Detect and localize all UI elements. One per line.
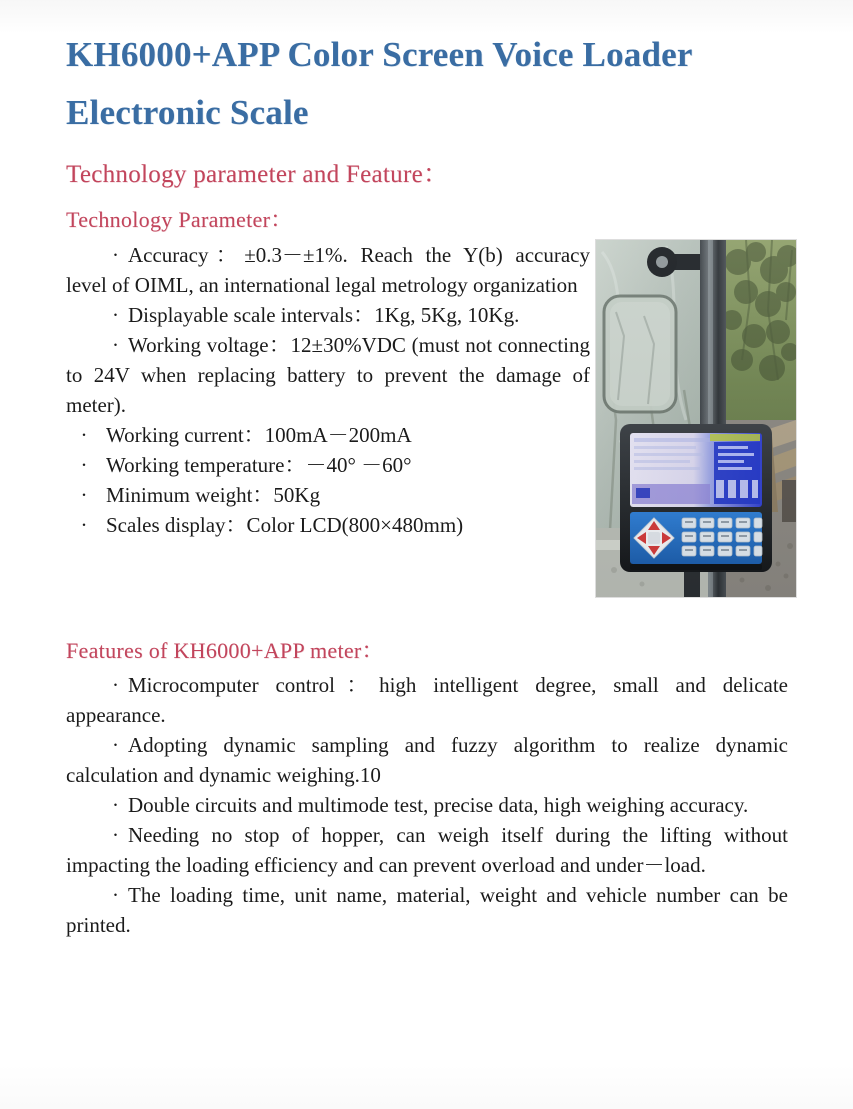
list-item <box>66 880 788 940</box>
features-list <box>66 670 788 940</box>
bullet-glyph: · <box>112 243 119 267</box>
list-item <box>66 480 590 510</box>
section-heading-technology-parameter-and-feature: Technology parameter and Feature： <box>66 161 449 188</box>
list-item-text: The loading time, unit name, material, weight and vehicle number can be printed. <box>66 883 788 937</box>
bullet-glyph: · <box>112 303 119 327</box>
list-item-text: Scales display：Color LCD(800×480mm) <box>106 513 464 537</box>
list-item <box>66 300 590 330</box>
bullet-glyph: · <box>112 333 119 357</box>
page-title: KH6000+APP Color Screen Voice Loader Electronic Scale <box>66 35 693 132</box>
subsection-heading-features: Features of KH6000+APP meter： <box>66 638 384 663</box>
list-item <box>66 420 590 450</box>
product-photo-illustration <box>596 240 796 597</box>
list-item-text: Working current：100mA－200mA <box>106 423 412 447</box>
list-item <box>66 790 788 820</box>
list-item-text: Needing no stop of hopper, can weigh itself during the lifting without impacting the loading efficiency and can prevent overload and under－load. <box>66 823 788 877</box>
bullet-glyph: · <box>112 883 119 907</box>
list-item-text: Working voltage：12±30%VDC (must not connecting to 24V when replacing battery to prevent the damage of meter). <box>66 333 590 417</box>
list-item-text: Accuracy：±0.3－±1%. Reach the Y(b) accuracy level of OIML, an international legal metrology organization <box>66 243 590 297</box>
bullet-glyph: · <box>112 823 119 847</box>
bullet-glyph: · <box>112 733 119 757</box>
list-item-text: Minimum weight：50Kg <box>106 483 321 507</box>
list-item <box>66 670 788 730</box>
list-item <box>66 240 590 300</box>
list-item <box>66 820 788 880</box>
bullet-glyph: · <box>112 673 119 697</box>
list-item <box>66 330 590 420</box>
list-item <box>66 730 788 790</box>
list-item <box>66 510 590 540</box>
bullet-glyph: · <box>80 513 88 537</box>
list-item-text: Adopting dynamic sampling and fuzzy algorithm to realize dynamic calculation and dynamic weighing.10 <box>66 733 788 787</box>
bullet-glyph: · <box>80 453 88 477</box>
list-item-text: Working temperature：－40° －60° <box>106 453 412 477</box>
technology-parameter-list <box>66 240 590 540</box>
list-item-text: Double circuits and multimode test, precise data, high weighing accuracy. <box>128 793 749 817</box>
subsection-heading-technology-parameter: Technology Parameter： <box>66 207 293 232</box>
list-item <box>66 450 590 480</box>
bullet-glyph: · <box>80 483 88 507</box>
bullet-glyph: · <box>112 793 119 817</box>
list-item-text: Displayable scale intervals：1Kg, 5Kg, 10Kg. <box>128 303 520 327</box>
bullet-glyph: · <box>80 423 88 447</box>
list-item-text: Microcomputer control：high intelligent degree, small and delicate appearance. <box>66 673 788 727</box>
product-photo <box>596 240 796 597</box>
